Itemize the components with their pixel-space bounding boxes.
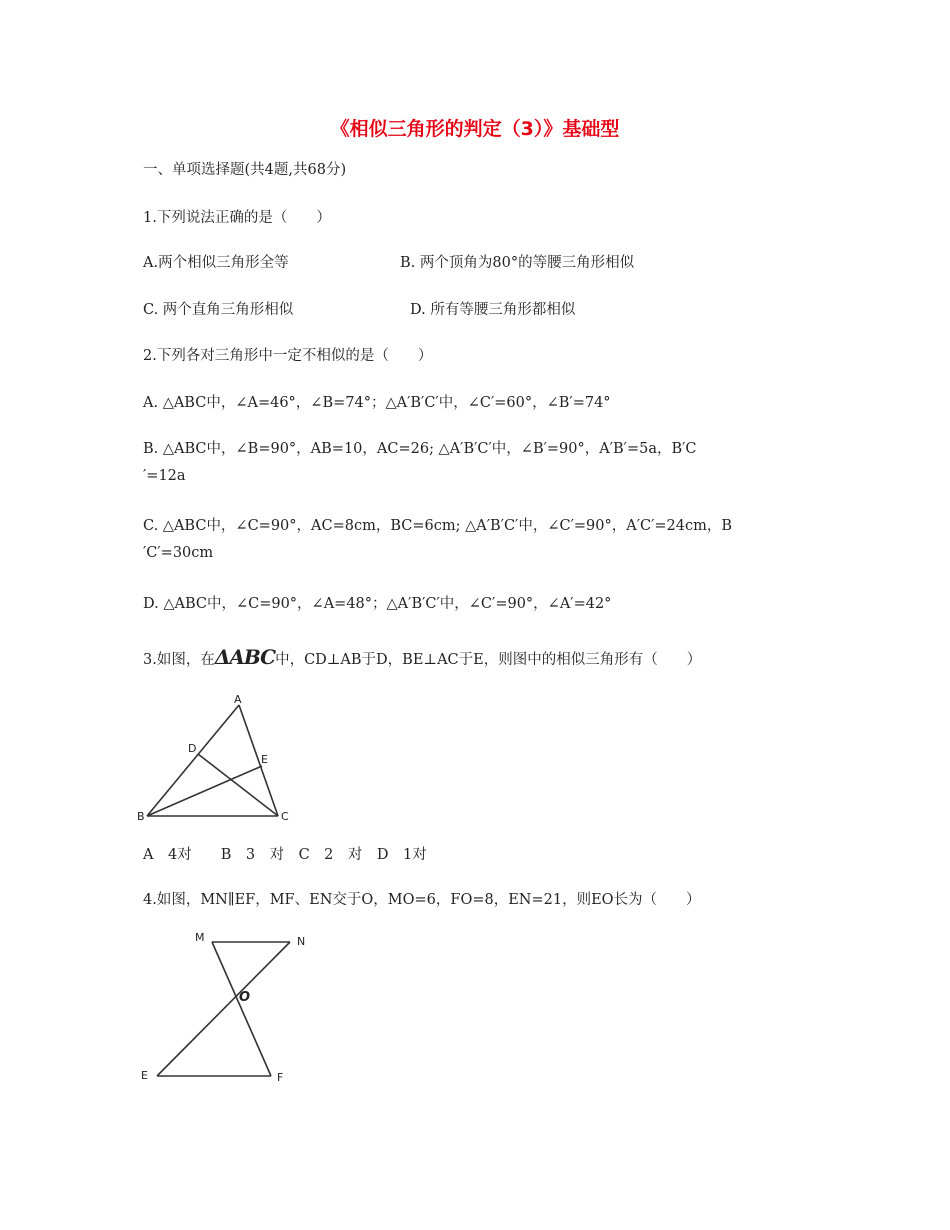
question-1-option-d: D. 所有等腰三角形都相似 — [410, 302, 576, 318]
segment-ab — [147, 705, 239, 816]
question-2-option-d: D. △ABC中，∠C=90°，∠A=48°；△A′B′C′中，∠C′=90°，∠A′=42° — [143, 596, 612, 612]
label-e: E — [261, 753, 268, 766]
question-2-option-c-line1: C. △ABC中，∠C=90°，AC=8cm，BC=6cm; △A′B′C′中，∠C′=90°，A′C′=24cm，B — [143, 518, 733, 534]
label-n: N — [297, 935, 305, 948]
label-f: F — [277, 1071, 284, 1084]
label-c: C — [281, 810, 289, 823]
label-b: B — [137, 810, 145, 823]
label-d: D — [188, 742, 197, 755]
label-o: O — [239, 990, 251, 1005]
segment-en — [157, 942, 290, 1076]
label-a: A — [234, 693, 242, 706]
label-e: E — [141, 1069, 148, 1082]
triangle-abc-formula: ΔABC — [214, 645, 276, 669]
question-3-stem-prefix: 3.如图，在 — [143, 652, 215, 668]
question-2-option-b-line2: ′=12a — [143, 468, 186, 484]
question-1-stem: 1.下列说法正确的是（ ） — [143, 210, 331, 226]
question-1-option-c: C. 两个直角三角形相似 — [143, 302, 294, 318]
figure-mn-parallel-ef — [135, 925, 305, 1085]
section-heading: 一、单项选择题(共4题,共68分) — [143, 162, 347, 178]
segment-mf — [212, 942, 271, 1076]
question-2-option-a: A. △ABC中，∠A=46°，∠B=74°；△A′B′C′中，∠C′=60°，∠B′=74° — [143, 395, 611, 411]
question-1-option-b: B. 两个顶角为80°的等腰三角形相似 — [400, 255, 635, 271]
label-m: M — [195, 931, 205, 944]
question-3-options: A 4对 B 3 对 C 2 对 D 1对 — [143, 847, 427, 863]
segment-ac — [239, 705, 278, 816]
question-2-option-b-line1: B. △ABC中，∠B=90°，AB=10，AC=26; △A′B′C′中，∠B′=90°，A′B′=5a，B′C — [143, 441, 697, 457]
question-2-option-c-line2: ′C′=30cm — [143, 545, 214, 561]
question-4-stem: 4.如图，MN∥EF，MF、EN交于O，MO=6，FO=8，EN=21，则EO长为（ ） — [143, 892, 701, 908]
question-1-option-a: A.两个相似三角形全等 — [143, 255, 289, 271]
figure-triangle-abc — [135, 692, 305, 827]
question-2-stem: 2.下列各对三角形中一定不相似的是（ ） — [143, 348, 433, 364]
question-3-stem-suffix: 中，CD⊥AB于D，BE⊥AC于E，则图中的相似三角形有（ ） — [275, 652, 702, 668]
page-title: 《相似三角形的判定（3）》基础型 — [330, 118, 620, 140]
question-3-stem — [143, 645, 701, 669]
